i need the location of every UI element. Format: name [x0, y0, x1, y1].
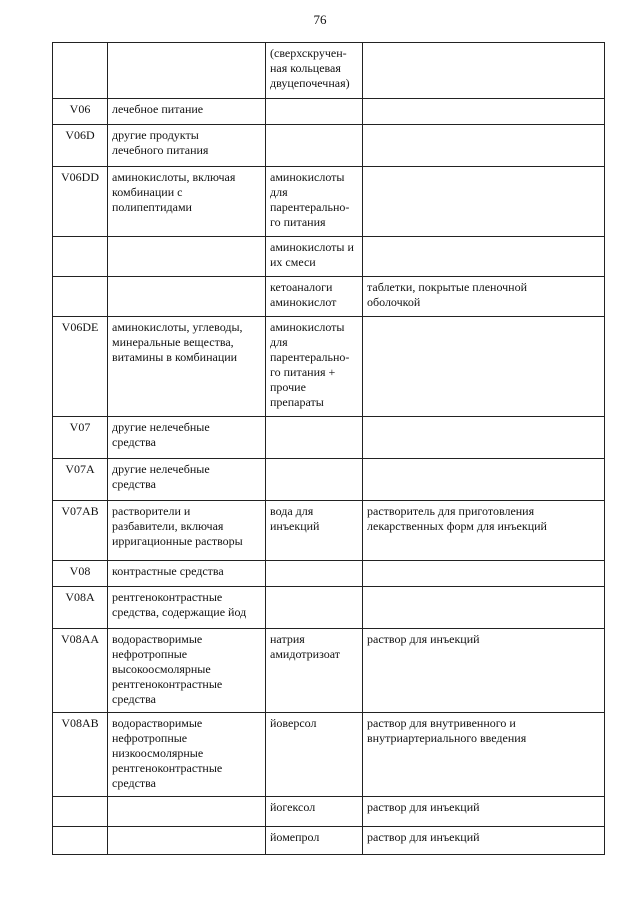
group-name-cell	[108, 797, 266, 827]
dosage-form-cell: таблетки, покрытые пленочной оболочкой	[363, 277, 605, 317]
dosage-form-cell	[363, 587, 605, 629]
substance-cell: аминокислоты для парентерально- го питания + прочие препараты	[266, 317, 363, 417]
table-row	[53, 827, 605, 855]
table-row	[53, 797, 605, 827]
table-row	[53, 459, 605, 501]
drug-table	[52, 42, 605, 855]
substance-cell	[266, 417, 363, 459]
table-row	[53, 561, 605, 587]
group-name-cell: другие нелечебные средства	[108, 459, 266, 501]
atc-code-cell: V06D	[53, 125, 108, 167]
substance-cell: йоверсол	[266, 713, 363, 797]
group-name-cell: аминокислоты, углеводы, минеральные вещества, витамины в комбинации	[108, 317, 266, 417]
substance-cell: аминокислоты для парентерально- го питания	[266, 167, 363, 237]
substance-cell: йомепрол	[266, 827, 363, 855]
substance-cell	[266, 125, 363, 167]
table-body	[53, 43, 605, 855]
group-name-cell: рентгеноконтрастные средства, содержащие йод	[108, 587, 266, 629]
atc-code-cell: V08A	[53, 587, 108, 629]
table-row	[53, 167, 605, 237]
dosage-form-cell	[363, 417, 605, 459]
dosage-form-cell: раствор для инъекций	[363, 629, 605, 713]
substance-cell: вода для инъекций	[266, 501, 363, 561]
table-row	[53, 237, 605, 277]
substance-cell: кетоаналоги аминокислот	[266, 277, 363, 317]
group-name-cell: аминокислоты, включая комбинации с полипептидами	[108, 167, 266, 237]
atc-code-cell	[53, 43, 108, 99]
table-row	[53, 99, 605, 125]
dosage-form-cell	[363, 43, 605, 99]
substance-cell	[266, 459, 363, 501]
table-row	[53, 713, 605, 797]
group-name-cell: растворители и разбавители, включая ирригационные растворы	[108, 501, 266, 561]
table-row	[53, 629, 605, 713]
substance-cell: аминокислоты и их смеси	[266, 237, 363, 277]
table-row	[53, 125, 605, 167]
atc-code-cell: V06DE	[53, 317, 108, 417]
atc-code-cell	[53, 237, 108, 277]
group-name-cell: другие нелечебные средства	[108, 417, 266, 459]
group-name-cell: водорастворимые нефротропные высокоосмолярные рентгеноконтрастные средства	[108, 629, 266, 713]
dosage-form-cell: раствор для инъекций	[363, 827, 605, 855]
substance-cell: натрия амидотризоат	[266, 629, 363, 713]
atc-code-cell	[53, 797, 108, 827]
atc-code-cell: V08AA	[53, 629, 108, 713]
atc-code-cell: V07	[53, 417, 108, 459]
atc-code-cell	[53, 827, 108, 855]
group-name-cell	[108, 827, 266, 855]
atc-code-cell	[53, 277, 108, 317]
table-row	[53, 501, 605, 561]
dosage-form-cell	[363, 99, 605, 125]
table-row	[53, 587, 605, 629]
atc-code-cell: V06DD	[53, 167, 108, 237]
atc-code-cell: V06	[53, 99, 108, 125]
atc-code-cell: V08AB	[53, 713, 108, 797]
table-row	[53, 277, 605, 317]
substance-cell: (сверхскручен- ная кольцевая двуцепочечная)	[266, 43, 363, 99]
group-name-cell	[108, 43, 266, 99]
group-name-cell: контрастные средства	[108, 561, 266, 587]
page-number: 76	[313, 12, 327, 27]
dosage-form-cell	[363, 459, 605, 501]
table-row	[53, 43, 605, 99]
dosage-form-cell	[363, 237, 605, 277]
dosage-form-cell	[363, 167, 605, 237]
substance-cell	[266, 99, 363, 125]
dosage-form-cell	[363, 317, 605, 417]
atc-code-cell: V08	[53, 561, 108, 587]
table-row	[53, 317, 605, 417]
group-name-cell	[108, 277, 266, 317]
dosage-form-cell	[363, 561, 605, 587]
atc-code-cell: V07A	[53, 459, 108, 501]
substance-cell	[266, 561, 363, 587]
table-row	[53, 417, 605, 459]
substance-cell: йогексол	[266, 797, 363, 827]
dosage-form-cell: раствор для внутривенного и внутриартериального введения	[363, 713, 605, 797]
group-name-cell: другие продукты лечебного питания	[108, 125, 266, 167]
atc-code-cell: V07AB	[53, 501, 108, 561]
substance-cell	[266, 587, 363, 629]
dosage-form-cell: растворитель для приготовления лекарственных форм для инъекций	[363, 501, 605, 561]
group-name-cell	[108, 237, 266, 277]
dosage-form-cell	[363, 125, 605, 167]
group-name-cell: водорастворимые нефротропные низкоосмолярные рентгеноконтрастные средства	[108, 713, 266, 797]
dosage-form-cell: раствор для инъекций	[363, 797, 605, 827]
group-name-cell: лечебное питание	[108, 99, 266, 125]
